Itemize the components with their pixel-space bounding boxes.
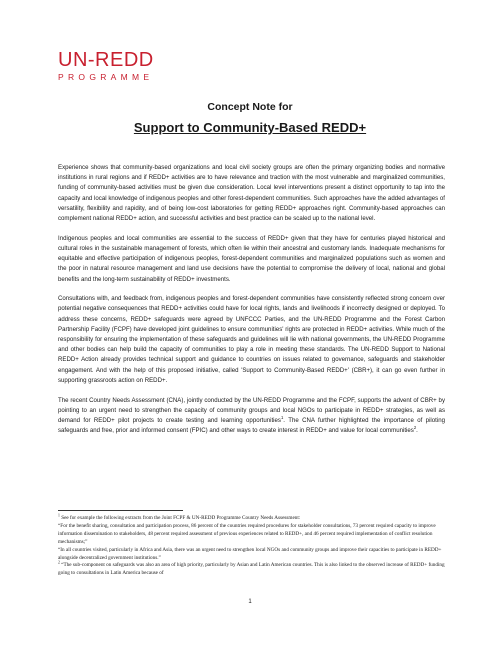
footnotes — [58, 510, 445, 578]
footnote-2-text: “The sub-component on safeguards was also an area of high priority, particularly by Asian and Latin American countries. This is also linked to the observed increase of REDD+ funding going to consultations in Latin America because of — [58, 562, 445, 577]
body-text — [58, 163, 445, 446]
footnote-1-quote-1: “For the benefit sharing, consultation and participation process, 86 percent of the countries required procedures for stakeholder consultations, 73 percent required capacity to improve information dissemination to stakeholders, 48 percent required assessment of previous experiences related to REDD+, and 46 percent required implementation of conflict resolution mechanisms;” — [58, 522, 436, 545]
page-number: 1 — [248, 599, 252, 605]
paragraph-4-part-a: The recent Country Needs Assessment (CNA), jointly conducted by the UN-REDD Programme and the FCPF, supports the advent of CBR+ by pointing to an urgent need to strengthen the capacity of community groups and local NGOs to participate in REDD+ strategies, as well as demand for REDD+ pilot projects to create testing and learning opportunities — [58, 396, 445, 424]
paragraph-1: Experience shows that community-based organizations and local civil society groups are often the primary organizing bodies and normative institutions in rural regions and if REDD+ activities are to have relevance and traction with the most vulnerable and marginalized communities, funding of community-based activities must be given due consideration. Local level interventions present a distinct opportunity to tap into the capacity and local knowledge of indigenous peoples and other forest-dependent communities. Such approaches have the added advantages of versatility, flexibility and rapidity, and of being low-cost laboratories for getting REDD+ approaches right. Community-based approaches can complement national REDD+ action, and successful activities and best practice can be scaled up to the national level. — [58, 164, 445, 223]
logo-sub-text: PROGRAMME — [58, 72, 154, 82]
title-small: Concept Note for — [207, 101, 293, 113]
footnote-ref-2[interactable]: 2 — [413, 425, 417, 431]
paragraph-3: Consultations with, and feedback from, indigenous peoples and forest-dependent communities have consistently reflected strong concern over potential negative consequences that REDD+ activities could have for local rights, lands and livelihoods if incorrectly designed or deployed. To address these concerns, REDD+ safeguards were agreed by UNFCCC Parties, and the UN-REDD Programme and the Forest Carbon Partnership Facility (FCPF) have developed joint guidelines to ensure communities' rights are protected in REDD+ activities. While much of the responsibility for ensuring the implementation of these safeguards and guidelines will lie with national governments, the UN-REDD Programme and other bodies can help build the capacity of communities to play a role in meeting these standards. The UN-REDD Support to National REDD+ Action already provides technical support and guidance to countries on issues related to governance, safeguards and stakeholder engagement. And with the help of this proposed initiative, called 'Support to Community-Based REDD+' (CBR+), it can go even further in supporting grassroots action on REDD+. — [58, 295, 445, 384]
footnote-1-text: See for example the following extracts from the Joint FCPF & UN-REDD Programme Country Needs Assessment: — [59, 515, 301, 521]
paragraph-4-part-c: . — [416, 427, 418, 435]
footnote-1-mark: 1 — [58, 513, 60, 518]
footnote-2 — [58, 562, 445, 578]
footnote-divider — [58, 510, 183, 511]
footnote-2-mark: 2 — [58, 560, 60, 565]
logo-main-text: UN-REDD — [58, 49, 154, 71]
footnote-1 — [58, 515, 445, 523]
paragraph-4 — [58, 396, 445, 437]
page-title: Support to Community-Based REDD+ — [133, 120, 367, 135]
footnote-1-quote-2: “In all countries visited, particularly in Africa and Asia, there was an urgent need to strengthen local NGOs and community groups and improve their capacities to participate in REDD+ alongside decentralized government institutions.” — [58, 546, 442, 561]
footnote-ref-1[interactable]: 1 — [280, 414, 284, 420]
paragraph-4-part-b: . The CNA further highlighted the importance of piloting safeguards and free, prior and informed consent (FPIC) and other ways to create interest in REDD+ and value for local communities — [58, 416, 445, 435]
paragraph-2: Indigenous peoples and local communities are essential to the success of REDD+ given that they have for centuries played historical and cultural roles in the sustainable management of forests, which often lie within their ancestral and customary lands. Inadequate mechanisms for equitable and effective participation of indigenous peoples, forest-dependent communities and marginalized populations such as women and the poor in natural resource management and land use decisions have the potential to compromise the delivery of local, national and global benefits and the long-term sustainability of REDD+ investments. — [58, 234, 445, 283]
un-redd-logo — [58, 50, 154, 82]
